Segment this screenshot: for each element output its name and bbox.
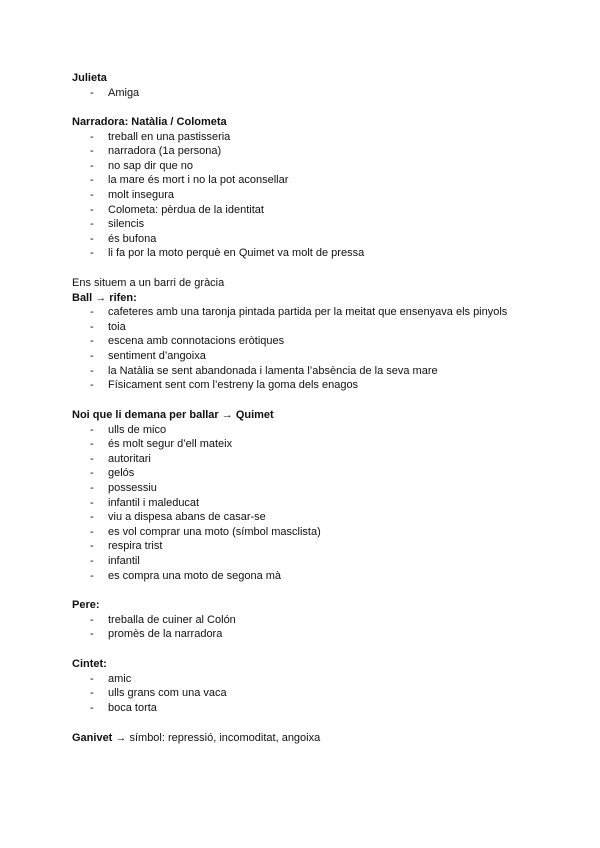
bullet-dash: - [90, 335, 94, 348]
bullet-list [72, 86, 572, 101]
list-item [72, 525, 572, 540]
list-item-text: treballa de cuiner al Colón [108, 613, 236, 626]
list-item-text: es compra una moto de segona mà [108, 569, 282, 582]
section-title: Narradora: Natàlia / Colometa [72, 116, 227, 128]
section-julieta [72, 71, 572, 100]
bullet-dash: - [90, 628, 94, 641]
list-item-text: amic [108, 672, 132, 685]
bullet-dash: - [90, 247, 94, 260]
bullet-dash: - [90, 511, 94, 524]
list-item-text: no sap dir que no [108, 159, 194, 172]
list-item-text: és bufona [108, 232, 157, 245]
list-item [72, 701, 572, 716]
bullet-dash: - [90, 672, 94, 685]
bullet-dash: - [90, 540, 94, 553]
list-item [72, 203, 572, 218]
list-item [72, 86, 572, 101]
bullet-dash: - [90, 364, 94, 377]
list-item [72, 378, 572, 393]
list-item [72, 627, 572, 642]
list-item [72, 188, 572, 203]
list-item-text: la Natàlia se sent abandonada i lamenta l’absència de la seva mare [108, 364, 438, 377]
list-item [72, 159, 572, 174]
bullet-list [72, 305, 572, 393]
list-item-text: cafeteres amb una taronja pintada partida per la meitat que ensenyava els pinyols [108, 306, 508, 319]
list-item-text: Amiga [108, 86, 140, 99]
list-item [72, 217, 572, 232]
list-item [72, 496, 572, 511]
list-item-text: narradora (1a persona) [108, 145, 222, 158]
section-pere [72, 598, 572, 642]
list-item [72, 364, 572, 379]
bullet-dash: - [90, 569, 94, 582]
section-narradora [72, 115, 572, 261]
list-item [72, 246, 572, 261]
bullet-dash: - [90, 525, 94, 538]
list-item-text: treball en una pastisseria [108, 130, 231, 143]
list-item [72, 232, 572, 247]
list-item [72, 320, 572, 335]
list-item [72, 305, 572, 320]
bullet-dash: - [90, 349, 94, 362]
bullet-dash: - [90, 423, 94, 436]
list-item-text: promès de la narradora [108, 628, 223, 641]
bullet-dash: - [90, 86, 94, 99]
list-item [72, 569, 572, 584]
bullet-dash: - [90, 613, 94, 626]
bullet-dash: - [90, 701, 94, 714]
bullet-dash: - [90, 232, 94, 245]
list-item [72, 686, 572, 701]
list-item [72, 466, 572, 481]
list-item-text: boca torta [108, 701, 157, 714]
list-item [72, 349, 572, 364]
list-item [72, 334, 572, 349]
section-title: Pere: [72, 599, 100, 611]
bullet-dash: - [90, 554, 94, 567]
list-item [72, 423, 572, 438]
list-item-text: li fa por la moto perquè en Quimet va molt de pressa [108, 247, 365, 260]
list-item-text: sentiment d’angoixa [108, 349, 206, 362]
list-item-text: ulls grans com una vaca [108, 687, 227, 700]
bullet-dash: - [90, 174, 94, 187]
list-item-text: Físicament sent com l’estreny la goma dels enagos [108, 379, 359, 392]
list-item-text: infantil [108, 554, 140, 567]
bullet-dash: - [90, 496, 94, 509]
list-item-text: molt insegura [108, 188, 175, 201]
list-item [72, 437, 572, 452]
ganivet-line: Ganivet → símbol: repressió, incomoditat, angoixa [72, 732, 321, 744]
list-item [72, 144, 572, 159]
list-item-text: silencis [108, 218, 145, 231]
list-item-text: gelós [108, 467, 135, 480]
bullet-dash: - [90, 130, 94, 143]
section-title: Julieta [72, 72, 107, 84]
list-item-text: autoritari [108, 452, 151, 465]
list-item [72, 481, 572, 496]
list-item [72, 672, 572, 687]
bullet-dash: - [90, 379, 94, 392]
bullet-list [72, 130, 572, 261]
section-ganivet [72, 731, 572, 746]
section-quimet [72, 408, 572, 583]
bullet-dash: - [90, 159, 94, 172]
bullet-dash: - [90, 188, 94, 201]
section-ball [72, 276, 572, 393]
section-title: Cintet: [72, 658, 107, 670]
list-item [72, 539, 572, 554]
list-item-text: respira trist [108, 540, 163, 553]
bullet-dash: - [90, 320, 94, 333]
section-title: Noi que li demana per ballar → Quimet [72, 409, 274, 421]
section-title: Ball → rifen: [72, 291, 137, 304]
intro-text: Ens situem a un barri de gràcia [72, 277, 225, 289]
bullet-dash: - [90, 438, 94, 451]
bullet-dash: - [90, 306, 94, 319]
list-item [72, 613, 572, 628]
list-item-text: viu a dispesa abans de casar-se [108, 511, 266, 524]
bullet-dash: - [90, 481, 94, 494]
list-item-text: la mare és mort i no la pot aconsellar [108, 174, 289, 187]
list-item-text: ulls de mico [108, 423, 167, 436]
list-item-text: toia [108, 320, 126, 333]
bullet-list [72, 423, 572, 584]
bullet-list [72, 672, 572, 716]
bullet-dash: - [90, 452, 94, 465]
list-item-text: escena amb connotacions eròtiques [108, 335, 285, 348]
list-item-text: possessiu [108, 481, 157, 494]
list-item [72, 130, 572, 145]
list-item-text: és molt segur d’ell mateix [108, 438, 233, 451]
bullet-dash: - [90, 145, 94, 158]
list-item [72, 173, 572, 188]
list-item [72, 510, 572, 525]
list-item [72, 554, 572, 569]
list-item [72, 452, 572, 467]
bullet-dash: - [90, 203, 94, 216]
list-item-text: Colometa: pèrdua de la identitat [108, 203, 264, 216]
bullet-dash: - [90, 218, 94, 231]
list-item-text: infantil i maleducat [108, 496, 200, 509]
section-cintet [72, 657, 572, 715]
list-item-text: es vol comprar una moto (símbol masclista) [108, 525, 321, 538]
bullet-dash: - [90, 687, 94, 700]
bullet-list [72, 613, 572, 642]
bullet-dash: - [90, 467, 94, 480]
